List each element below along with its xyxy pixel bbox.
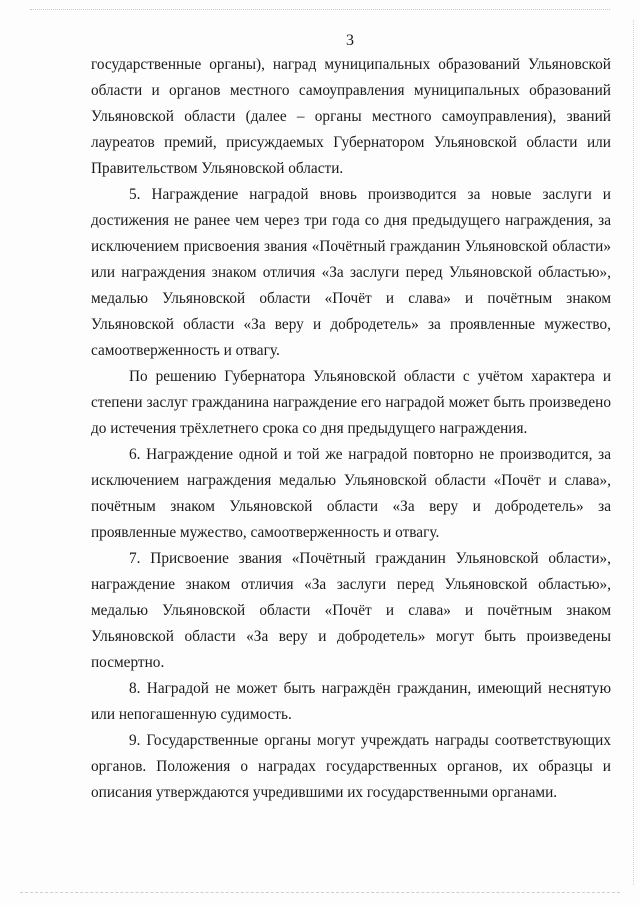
paragraph-5-governor-decision: По решению Губернатора Ульяновской области с учётом характера и степени заслуг гражданина награждение его наградой может быть произведено до истечения трёхлетнего срока со дня предыдущего награждения.: [91, 368, 611, 437]
paragraph-5: 5. Награждение наградой вновь производится за новые заслуги и достижения не ранее чем через три года со дня предыдущего награждения, за исключением присвоения звания «Почётный гражданин Ульяновской области» или награждения знаком отличия «За заслуги перед Ульяновской областью», медалью Ульяновской области «Почёт и слава» и почётным знаком Ульяновской области «За веру и добродетель» за проявленные мужество, самоотверженность и отвагу.: [91, 186, 611, 359]
paragraph-7: 7. Присвоение звания «Почётный гражданин Ульяновской области», награждение знаком отличия «За заслуги перед Ульяновской областью», медалью Ульяновской области «Почёт и слава» и почётным знаком Ульяновской области «За веру и добродетель» могут быть произведены посмертно.: [91, 550, 611, 671]
scan-edge-top: [30, 9, 610, 10]
page-number: 3: [346, 32, 354, 49]
paragraph-8: 8. Наградой не может быть награждён гражданин, имеющий неснятую или непогашенную судимость.: [91, 680, 611, 723]
paragraph-9: 9. Государственные органы могут учреждать награды соответствующих органов. Положения о наградах государственных органов, их образцы и описания утверждаются учредившими их государственными органами.: [91, 732, 611, 801]
scan-edge-bottom: [20, 892, 620, 893]
scan-edge-right: [633, 20, 634, 885]
paragraph-continuation: государственные органы), наград муниципальных образований Ульяновской области и органов местного самоуправления муниципальных образований Ульяновской области (далее – органы местного самоуправления), званий лауреатов премий, присуждаемых Губернатором Ульяновской области или Правительством Ульяновской области.: [91, 56, 611, 177]
paragraph-6: 6. Награждение одной и той же наградой повторно не производится, за исключением награждения медалью Ульяновской области «Почёт и слава», почётным знаком Ульяновской области «За веру и добродетель» за проявленные мужество, самоотверженность и отвагу.: [91, 446, 611, 541]
body-text: [91, 52, 611, 806]
